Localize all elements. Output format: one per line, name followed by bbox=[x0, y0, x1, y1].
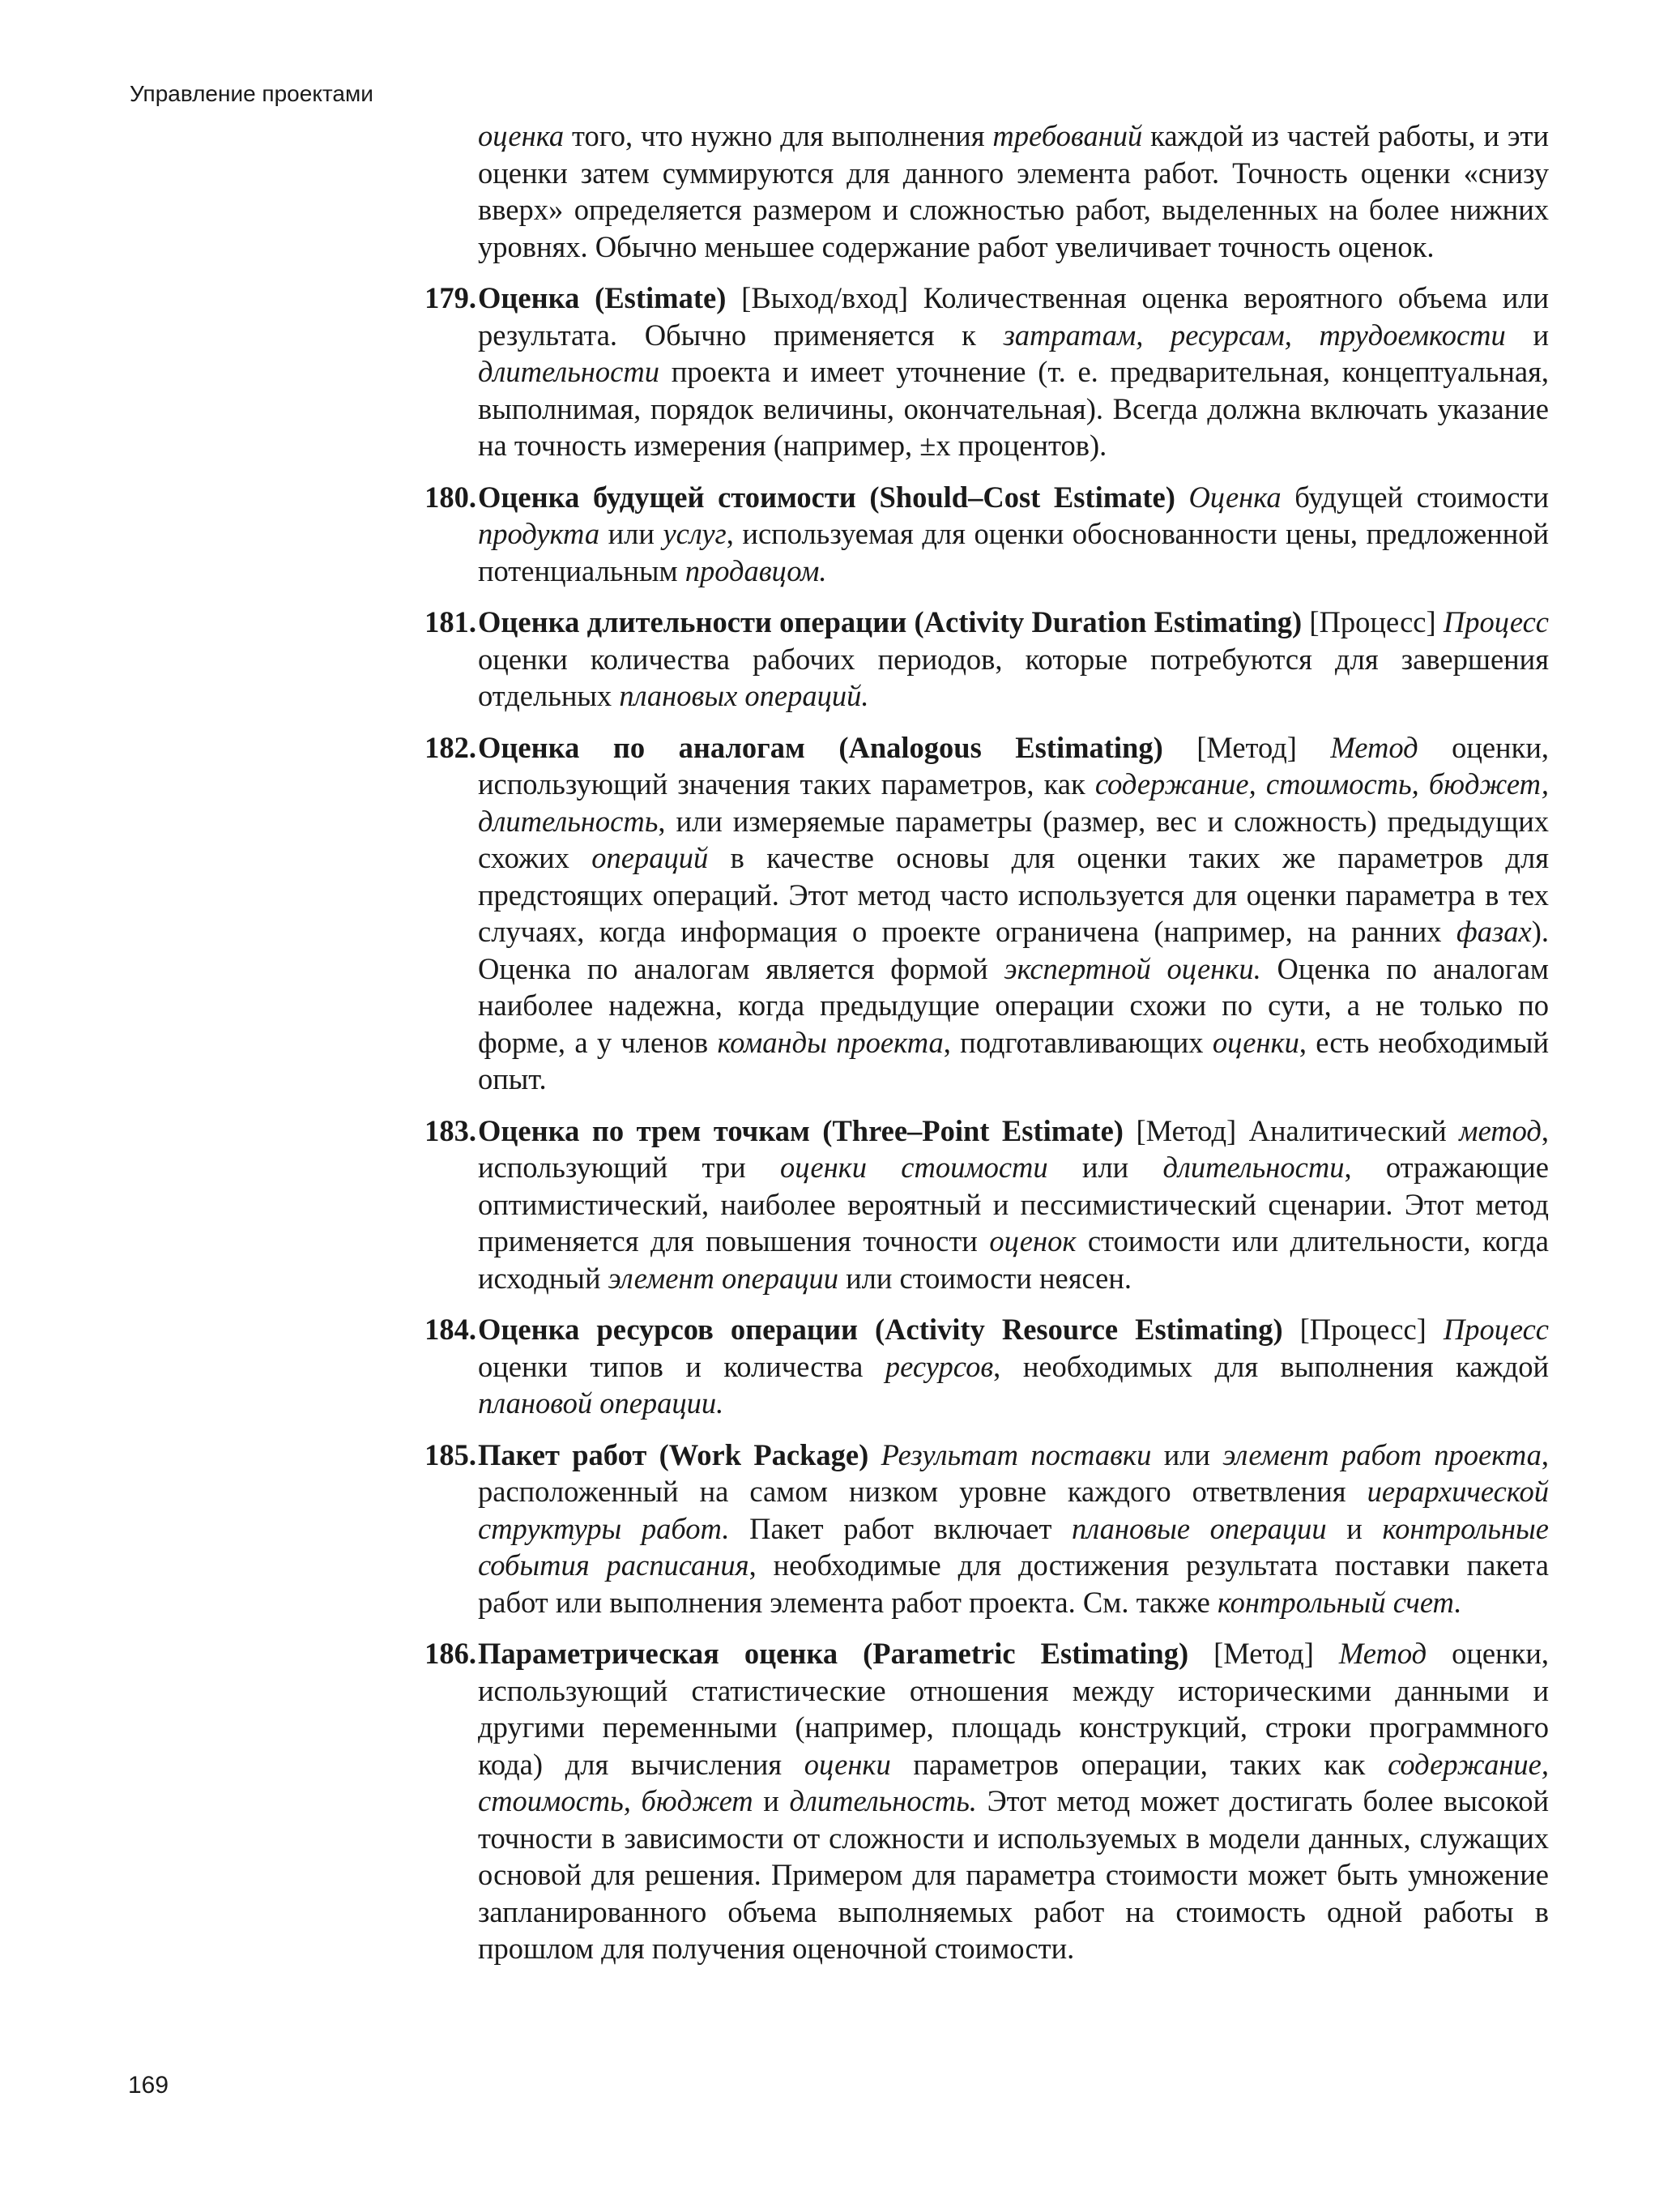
entry-definition bbox=[478, 280, 1549, 464]
italic-text: услуг bbox=[663, 517, 727, 550]
italic-text: длительности bbox=[1162, 1151, 1345, 1184]
glossary-entry bbox=[424, 1635, 1550, 1967]
glossary-entry bbox=[424, 479, 1550, 590]
body-text: , используемая для оценки обоснованности цены, предложенной потенциальным bbox=[478, 517, 1550, 587]
italic-text: Процесс bbox=[1443, 1313, 1549, 1346]
page-number: 169 bbox=[128, 2072, 169, 2099]
italic-text: Метод bbox=[1330, 730, 1418, 764]
body-text: [Метод] bbox=[1162, 730, 1331, 764]
body-text: оценки количества рабочих периодов, которые потребуются для завершения отдельных bbox=[478, 642, 1549, 712]
italic-text: Результат поставки bbox=[881, 1437, 1152, 1471]
italic-text: содержание, стоимость, бюджет bbox=[478, 1747, 1550, 1817]
body-text: и bbox=[1505, 318, 1549, 352]
term-title: Оценка ресурсов операции (Activity Resource Estimating) bbox=[478, 1313, 1283, 1346]
italic-text: операций bbox=[591, 841, 709, 874]
italic-text: иерархической структуры работ. bbox=[478, 1475, 1549, 1545]
italic-text: контрольные события расписания bbox=[478, 1511, 1549, 1582]
body-text: будущей стоимости bbox=[1281, 480, 1549, 514]
glossary-entry bbox=[424, 1437, 1550, 1621]
italic-text: длительности bbox=[478, 355, 659, 388]
entry-definition bbox=[478, 1311, 1549, 1422]
body-text: , подготавливающих bbox=[943, 1025, 1213, 1059]
term-title: Оценка по аналогам (Analogous Estimating) bbox=[478, 730, 1163, 764]
glossary-entry bbox=[424, 604, 1549, 715]
italic-text: оценки bbox=[1212, 1025, 1299, 1059]
italic-text: затратам, ресурсам, трудоемкости bbox=[1003, 318, 1506, 352]
italic-text: оценка bbox=[478, 119, 565, 152]
body-text: каждой из частей работы, и эти оценки затем суммируются для данного элемента работ. Точность оценки «снизу вверх» определяется размером и сложностью работ, выделенных на более нижних уровнях. Обычно меньшее содержание работ увеличивает точность оценок. bbox=[478, 119, 1549, 263]
body-text: параметров операции, таких как bbox=[890, 1747, 1388, 1781]
entry-definition bbox=[478, 479, 1549, 590]
glossary-entry bbox=[424, 1112, 1550, 1297]
italic-text: элемент работ проекта bbox=[1222, 1437, 1542, 1471]
glossary-content bbox=[424, 117, 1550, 1982]
italic-text: длительность. bbox=[789, 1784, 977, 1817]
term-title: Пакет работ (Work Package) bbox=[478, 1437, 869, 1471]
body-text: того, что нужно для выполнения bbox=[564, 119, 993, 152]
body-text: ). Оценка по аналогам является формой bbox=[478, 915, 1549, 985]
body-text: или стоимости неясен. bbox=[838, 1261, 1132, 1295]
italic-text: требований bbox=[992, 119, 1143, 152]
italic-text: оценки стоимости bbox=[779, 1151, 1048, 1184]
body-text: Пакет работ включает bbox=[729, 1511, 1073, 1545]
body-text bbox=[1175, 480, 1189, 514]
italic-text: содержание, стоимость, бюджет, длительность bbox=[478, 767, 1550, 838]
body-text: оценки, использующий статистические отношения между историческими данными и другими переменными (например, площадь конструкций, строки программного кода) для вычисления bbox=[478, 1637, 1549, 1781]
body-text bbox=[868, 1438, 881, 1471]
italic-text: контрольный счет. bbox=[1217, 1585, 1462, 1619]
italic-text: оценки bbox=[804, 1747, 891, 1781]
italic-text: продавцом. bbox=[684, 553, 827, 587]
italic-text: плановые операции bbox=[1072, 1511, 1327, 1545]
body-text: оценки, использующий значения таких параметров, как bbox=[478, 730, 1549, 801]
italic-text: команды проекта bbox=[717, 1025, 944, 1059]
entry-number: 183. bbox=[424, 1113, 476, 1147]
italic-text: плановой операции. bbox=[478, 1386, 724, 1420]
body-text: проекта и имеет уточнение (т. е. предварительная, концептуальная, выполнимая, порядок величины, окончательная). Всегда должна включать указание на точность измерения (например, ±x процентов). bbox=[478, 355, 1549, 462]
entry-definition bbox=[478, 1112, 1549, 1297]
body-text: [Метод] Аналитический bbox=[1123, 1113, 1460, 1147]
italic-text: метод bbox=[1459, 1113, 1542, 1147]
body-text: или bbox=[1151, 1437, 1223, 1471]
body-text: , есть необходимый опыт. bbox=[478, 1025, 1549, 1095]
term-title: Оценка будущей стоимости (Should–Cost Estimate) bbox=[478, 480, 1175, 514]
entry-number: 186. bbox=[424, 1637, 476, 1670]
body-text: [Метод] bbox=[1188, 1637, 1339, 1670]
term-title: Оценка (Estimate) bbox=[478, 281, 727, 314]
body-text: Этот метод может достигать более высокой точности в зависимости от сложности и используемых в модели данных, служащих основой для решения. Примером для параметра стоимости может быть умножение запланированного объема выполняемых работ на стоимость одной работы в прошлом для получения оценочной стоимости. bbox=[478, 1784, 1549, 1965]
entry-definition bbox=[478, 729, 1549, 1098]
italic-text: фазах bbox=[1456, 915, 1532, 948]
body-text: и bbox=[1326, 1511, 1383, 1545]
body-text: Оценка по аналогам наиболее надежна, когда предыдущие операции схожи по сути, а не только по форме, а у членов bbox=[478, 951, 1549, 1059]
entry-definition bbox=[478, 604, 1549, 715]
entry-definition bbox=[478, 1635, 1549, 1967]
intro-paragraph bbox=[478, 117, 1549, 265]
glossary-entry bbox=[424, 1311, 1549, 1422]
italic-text: экспертной оценки. bbox=[1004, 951, 1261, 985]
term-title: Оценка длительности операции (Activity Duration Estimating) bbox=[478, 605, 1303, 638]
body-text: , или измеряемые параметры (размер, вес и сложность) предыдущих схожих bbox=[478, 804, 1549, 874]
entry-number: 184. bbox=[424, 1313, 476, 1346]
italic-text: продукта bbox=[478, 517, 600, 550]
term-title: Оценка по трем точкам (Three–Point Estimate) bbox=[478, 1113, 1124, 1147]
italic-text: Процесс bbox=[1443, 605, 1549, 638]
entry-number: 180. bbox=[424, 480, 476, 514]
body-text: , расположенный на самом низком уровне каждого ответвления bbox=[478, 1437, 1550, 1508]
body-text: , отражающие оптимистический, наиболее вероятный и пессимистический сценарии. Этот метод применяется для повышения точности bbox=[478, 1151, 1549, 1258]
body-text: или bbox=[599, 517, 663, 550]
body-text: стоимости или длительности, когда исходный bbox=[478, 1224, 1550, 1295]
italic-text: элемент операции bbox=[608, 1261, 838, 1295]
body-text: [Процесс] bbox=[1302, 605, 1444, 638]
body-text: и bbox=[753, 1784, 790, 1817]
body-text: [Процесс] bbox=[1282, 1313, 1444, 1346]
entry-number: 182. bbox=[424, 730, 476, 764]
term-title: Параметрическая оценка (Parametric Estimating) bbox=[478, 1637, 1189, 1670]
entry-number: 185. bbox=[424, 1437, 476, 1471]
running-head: Управление проектами bbox=[130, 81, 373, 106]
body-text: или bbox=[1047, 1151, 1163, 1184]
entry-number: 179. bbox=[424, 281, 476, 314]
italic-text: Метод bbox=[1338, 1637, 1427, 1670]
glossary-entry bbox=[424, 280, 1550, 464]
italic-text: плановых операций. bbox=[619, 679, 869, 712]
glossary-entry bbox=[424, 729, 1550, 1098]
body-text: оценки типов и количества bbox=[478, 1349, 885, 1383]
entry-definition bbox=[478, 1437, 1549, 1621]
body-text: , использующий три bbox=[478, 1113, 1550, 1184]
glossary-entries bbox=[424, 280, 1550, 1967]
italic-text: ресурсов bbox=[885, 1349, 994, 1383]
entry-number: 181. bbox=[424, 605, 476, 638]
body-text: [Выход/вход] Количественная оценка вероятного объема или результата. Обычно применяется к bbox=[478, 281, 1550, 352]
body-text: , необходимых для выполнения каждой bbox=[993, 1349, 1549, 1383]
body-text: в качестве основы для оценки таких же параметров для предстоящих операций. Этот метод часто используется для оценки параметра в тех случаях, когда информация о проекте ограничена (например, на ранних bbox=[478, 841, 1549, 948]
italic-text: оценок bbox=[989, 1224, 1077, 1258]
italic-text: Оценка bbox=[1188, 480, 1282, 514]
body-text: , необходимые для достижения результата поставки пакета работ или выполнения элемента работ проекта. См. также bbox=[478, 1548, 1549, 1619]
